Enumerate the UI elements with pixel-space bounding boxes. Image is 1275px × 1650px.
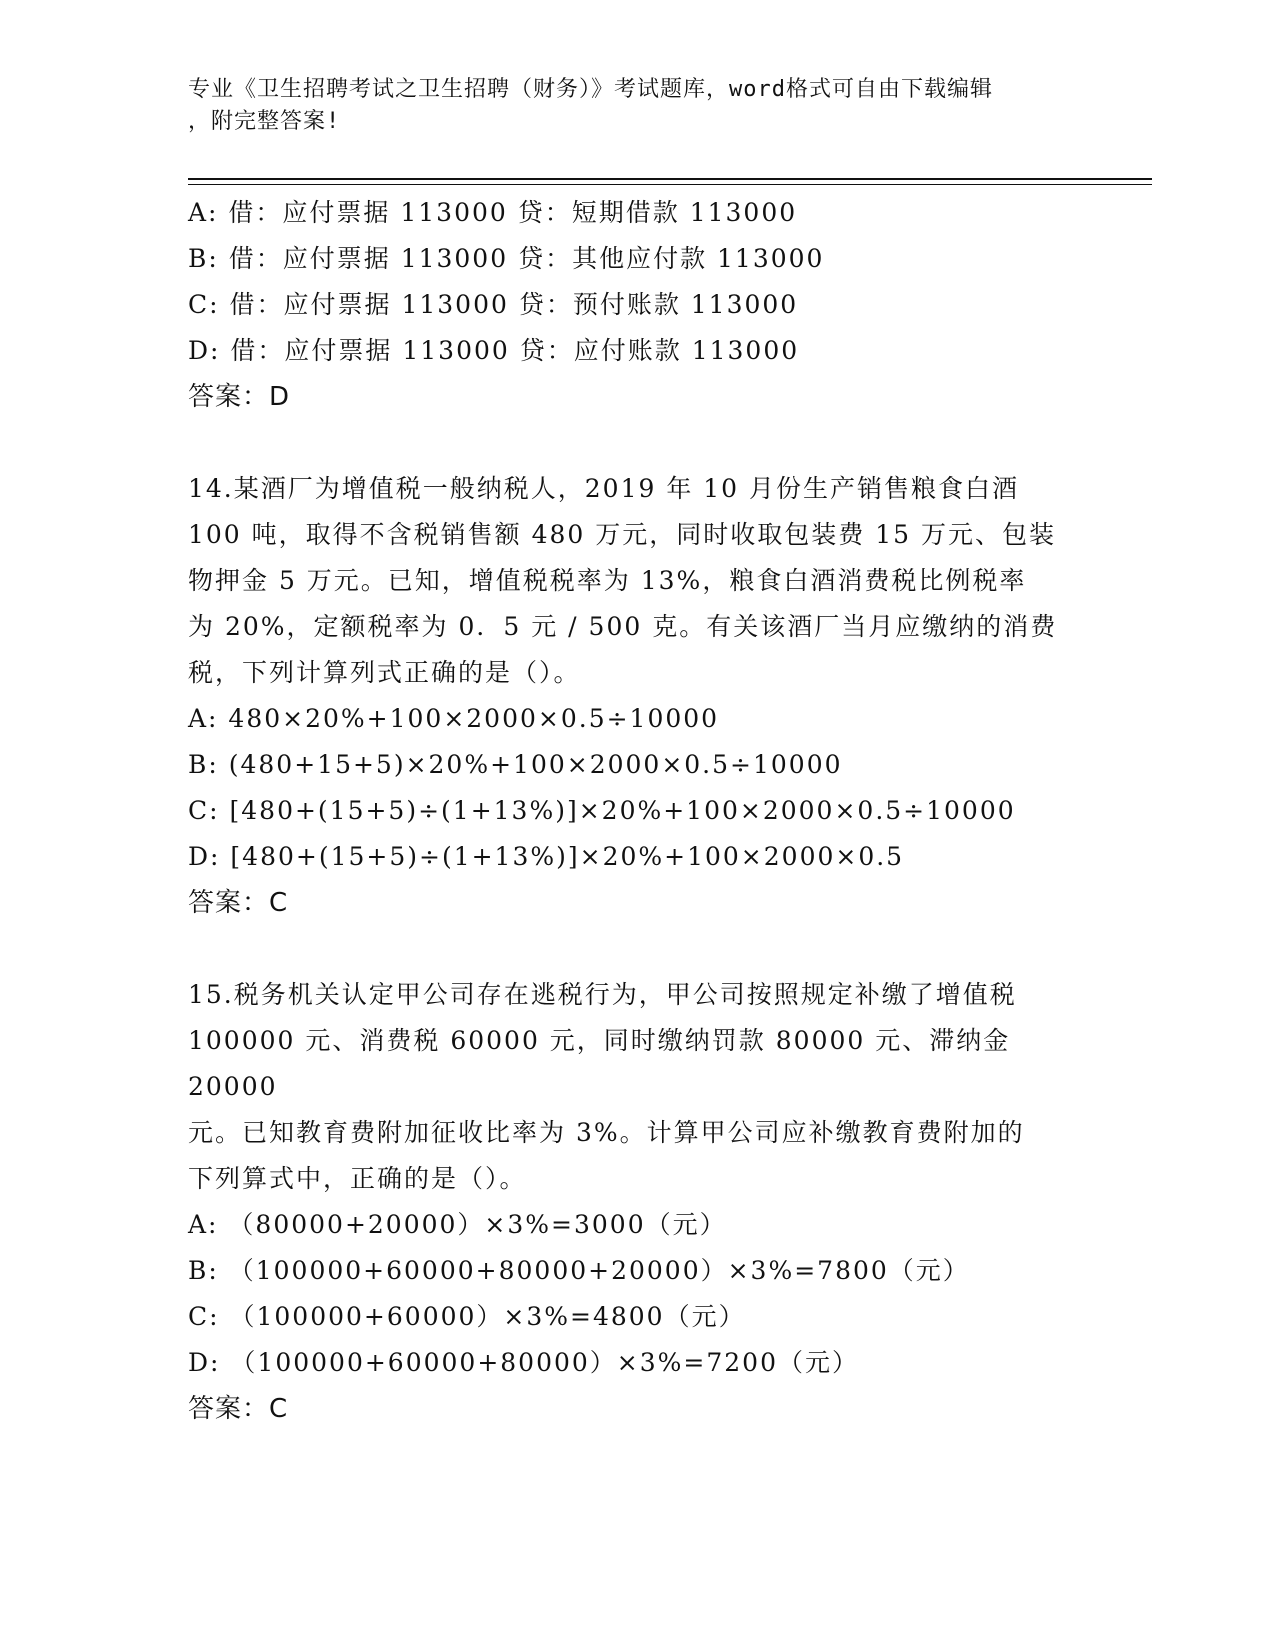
q15-option-c: C: （100000+60000）×3%=4800（元） bbox=[188, 1302, 746, 1331]
q13-option-d: D: 借：应付票据 113000 贷：应付账款 113000 bbox=[188, 336, 800, 365]
q13-option-b: B: 借：应付票据 113000 贷：其他应付款 113000 bbox=[188, 244, 825, 273]
q15-text-line-3: 元。已知教育费附加征收比率为 3%。计算甲公司应补缴教育费附加的 bbox=[188, 1118, 1025, 1147]
q15-text-line-4: 下列算式中，正确的是（）。 bbox=[188, 1164, 527, 1193]
header-line-1: 专业《卫生招聘考试之卫生招聘（财务）》考试题库，word格式可自由下载编辑 bbox=[188, 77, 993, 102]
q14-answer: 答案：C bbox=[188, 888, 289, 918]
question-14 bbox=[188, 466, 1088, 926]
q15-option-b: B: （100000+60000+80000+20000）×3%=7800（元） bbox=[188, 1256, 970, 1285]
q14-option-a: A: 480×20%+100×2000×0.5÷10000 bbox=[188, 704, 720, 733]
q14-option-c: C: [480+(15+5)÷(1+13%)]×20%+100×2000×0.5÷10000 bbox=[188, 796, 1016, 825]
header-line-2: ，附完整答案! bbox=[188, 109, 341, 134]
q14-option-b: B: (480+15+5)×20%+100×2000×0.5÷10000 bbox=[188, 750, 843, 779]
question-13 bbox=[188, 190, 1088, 420]
q15-answer: 答案：C bbox=[188, 1394, 289, 1424]
q14-text-line-1: 14.某酒厂为增值税一般纳税人，2019 年 10 月份生产销售粮食白酒 bbox=[188, 474, 1020, 503]
q15-text-line-1: 15.税务机关认定甲公司存在逃税行为，甲公司按照规定补缴了增值税 bbox=[188, 980, 1017, 1009]
q13-option-c: C: 借：应付票据 113000 贷：预付账款 113000 bbox=[188, 290, 799, 319]
q14-text-line-3: 物押金 5 万元。已知，增值税税率为 13%，粮食白酒消费税比例税率 bbox=[188, 566, 1027, 595]
q14-option-d: D: [480+(15+5)÷(1+13%)]×20%+100×2000×0.5 bbox=[188, 842, 905, 871]
header-divider-thin bbox=[188, 184, 1152, 185]
q14-text-line-5: 税，下列计算列式正确的是（）。 bbox=[188, 658, 581, 687]
document-header bbox=[188, 74, 1088, 138]
q13-option-a: A: 借：应付票据 113000 贷：短期借款 113000 bbox=[188, 198, 798, 227]
q15-option-a: A: （80000+20000）×3%=3000（元） bbox=[188, 1210, 727, 1239]
q14-text-line-4: 为 20%，定额税率为 0．5 元 / 500 克。有关该酒厂当月应缴纳的消费 bbox=[188, 612, 1058, 641]
header-divider-thick bbox=[188, 178, 1152, 180]
q15-option-d: D: （100000+60000+80000）×3%=7200（元） bbox=[188, 1348, 859, 1377]
question-15 bbox=[188, 972, 1088, 1432]
q13-answer: 答案：D bbox=[188, 382, 291, 412]
q15-text-line-2: 100000 元、消费税 60000 元，同时缴纳罚款 80000 元、滞纳金 20000 bbox=[188, 1026, 1011, 1101]
document-body bbox=[188, 190, 1088, 1432]
q14-text-line-2: 100 吨，取得不含税销售额 480 万元，同时收取包装费 15 万元、包装 bbox=[188, 520, 1056, 549]
